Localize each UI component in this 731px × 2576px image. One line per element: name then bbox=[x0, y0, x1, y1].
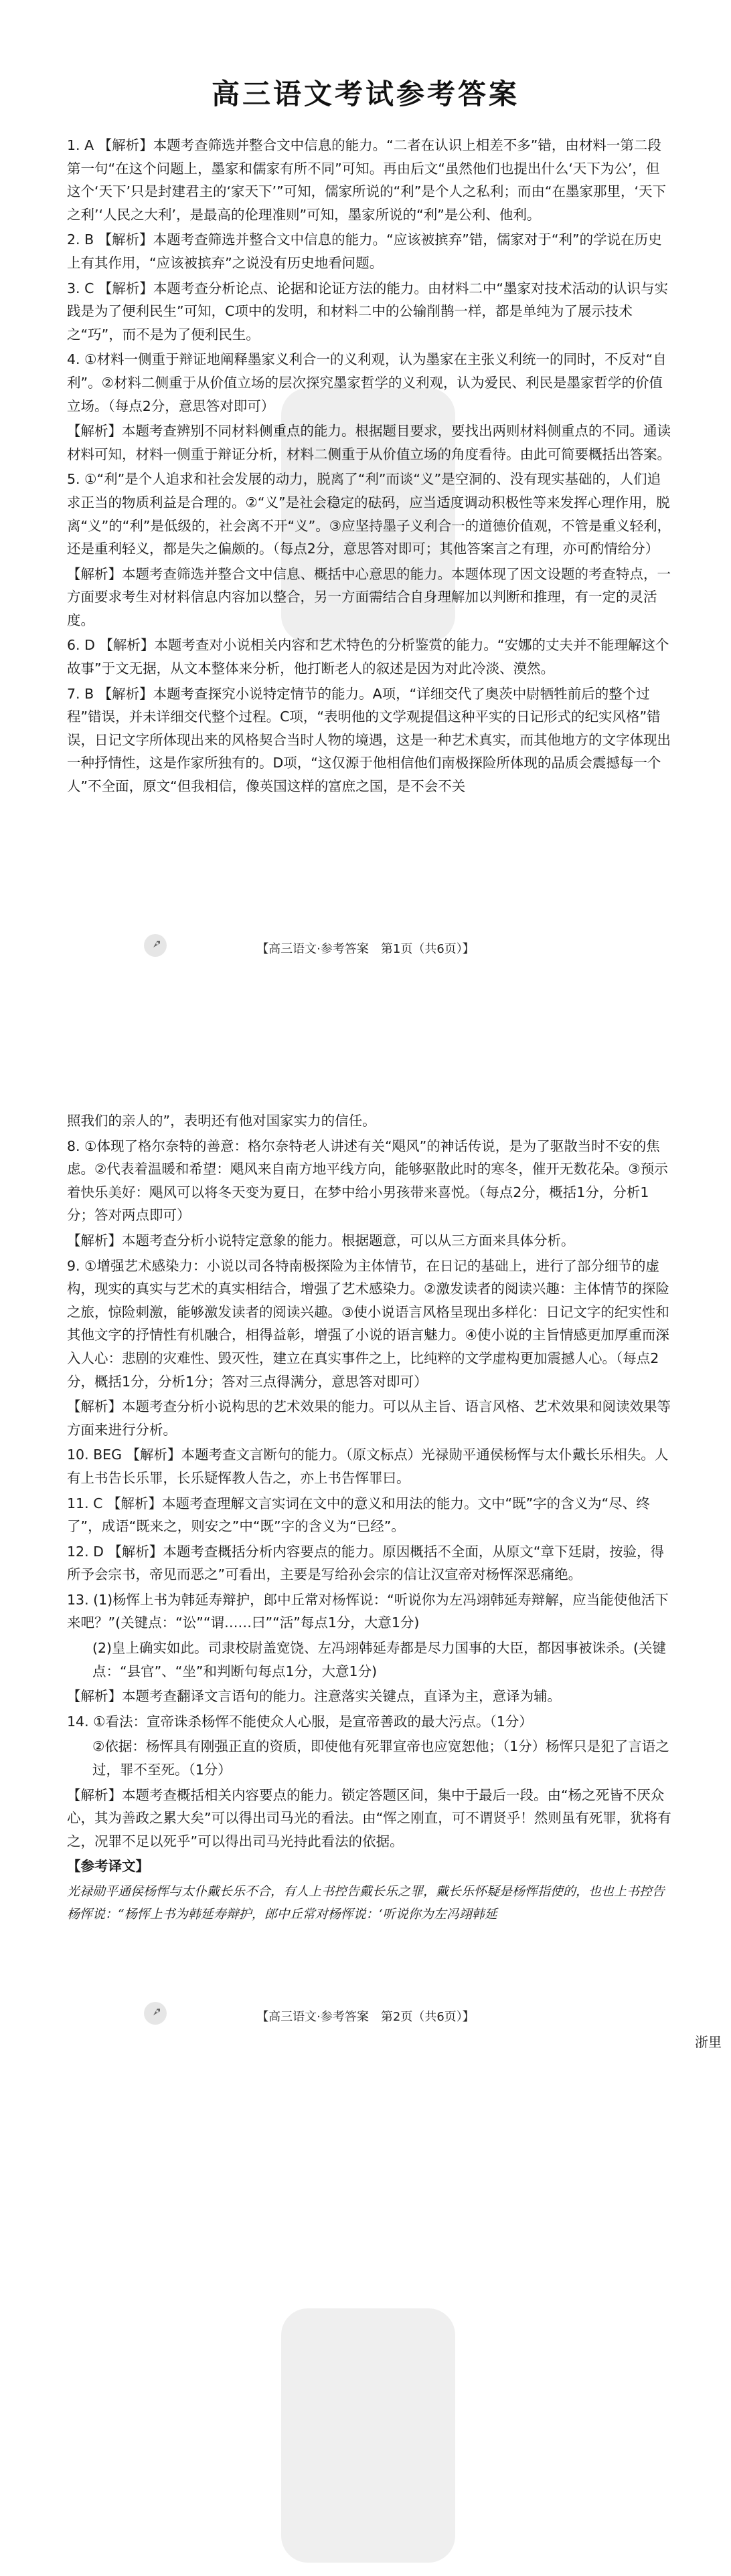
answer-5: 5. ①“利”是个人追求和社会发展的动力，脱离了“利”而谈“义”是空洞的、没有现实基础的，人们追求正当的物质利益是合理的。②“义”是社会稳定的砝码，应当适度调动积极性等来发挥心理作用，脱离“义”的“利”是低级的，社会离不开“义”。③应坚持墨子义利合一的道德价值观，不管是重义轻利，还是重利轻义，都是失之偏颇的。（每点2分，意思答对即可；其他答案言之有理，亦可酌情给分） bbox=[67, 471, 671, 557]
answer-11: 11. C 【解析】本题考查理解文言实词在文中的意义和用法的能力。文中“既”字的含义为“尽、终了”，成语“既来之，则安之”中“既”字的含义为“已经”。 bbox=[67, 1495, 650, 1535]
answer-1: 1. A 【解析】本题考查筛选并整合文中信息的能力。“二者在认识上相差不多”错，由材料一第二段第一句“在这个问题上，墨家和儒家有所不同”可知。再由后文“虽然他们也提出什么‘天下为公’，但这个‘天下’只是封建君主的‘家天下’”可知，儒家所说的“利”是个人之私利；而由“在墨家那里，‘天下之利’‘人民之大利’，是最高的伦理准则”可知，墨家所说的“利”是公利、他利。 bbox=[67, 137, 667, 223]
answer-8-analysis: 【解析】本题考查分析小说特定意象的能力。根据题意，可以从三方面来具体分析。 bbox=[67, 1232, 575, 1249]
page1-content bbox=[67, 134, 673, 800]
answer-5-analysis: 【解析】本题考查筛选并整合文中信息、概括中心意思的能力。本题体现了因文设题的考查特点，一方面要求考生对材料信息内容加以整合，另一方面需结合自身理解加以判断和推理，有一定的灵活度。 bbox=[67, 565, 671, 628]
page-footer-2: 【高三语文·参考答案 第2页（共6页）】 bbox=[256, 2010, 475, 2024]
answer-2: 2. B 【解析】本题考查筛选并整合文中信息的能力。“应该被摈弃”错，儒家对于“利”的学说在历史上有其作用，“应该被摈弃”之说没有历史地看问题。 bbox=[67, 232, 662, 271]
reference-translation: 光禄勋平通侯杨恽与太仆戴长乐不合，有人上书控告戴长乐之罪，戴长乐怀疑是杨恽指使的，也也上书控告杨恽说：“杨恽上书为韩延寿辩护，郎中丘常对杨恽说：‘听说你为左冯翊韩延 bbox=[67, 1884, 665, 1922]
answer-9: 9. ①增强艺术感染力：小说以司各特南极探险为主体情节，在日记的基础上，进行了部分细节的虚构，现实的真实与艺术的真实相结合，增强了艺术感染力。②激发读者的阅读兴趣：主体情节的探险之旅，惊险刺激，能够激发读者的阅读兴趣。③使小说语言风格呈现出多样化：日记文字的纪实性和其他文字的抒情性有机融合，相得益彰，增强了小说的语言魅力。④使小说的主旨情感更加厚重而深入人心：悲剧的灾难性、毁灭性，建立在真实事件之上，比纯粹的文学虚构更加震撼人心。（每点2分，概括1分，分析1分；答对三点得满分，意思答对即可） bbox=[67, 1257, 669, 1390]
answer-14-1: 14. ①看法：宣帝诛杀杨恽不能使众人心服，是宣帝善政的最大污点。（1分） bbox=[67, 1713, 533, 1730]
answer-14-2: ②依据：杨恽具有刚强正直的资质，即使他有死罪宣帝也应宽恕他；（1分）杨恽只是犯了言语之过，罪不至死。（1分） bbox=[92, 1738, 669, 1778]
answer-3: 3. C 【解析】本题考查分析论点、论据和论证方法的能力。由材料二中“墨家对技术活动的认识与实践是为了便利民生”可知，C项中的发明，和材料二中的公输削鹊一样，都是单纯为了展示技术之“巧”，而不是为了便利民生。 bbox=[67, 280, 669, 343]
answer-7: 7. B 【解析】本题考查探究小说特定情节的能力。A项，“详细交代了奥茨中尉牺牲前后的整个过程”错误，并未详细交代整个过程。C项，“表明他的文学观提倡这种平实的日记形式的纪实风格”错误，日记文字所体现出来的风格契合当时人物的境遇，这是一种艺术真实，而其他地方的文字体现出一种抒情性，这是作家所独有的。D项，“这仅源于他相信他们南极探险所体现的品质会震撼每一个人”不全面，原文“但我相信，像英国这样的富庶之国，是不会不关 bbox=[67, 685, 671, 795]
answer-8: 8. ①体现了格尔奈特的善意：格尔奈特老人讲述有关“飓风”的神话传说，是为了驱散当时不安的焦虑。②代表着温暖和希望：飓风来自南方地平线方向，能够驱散此时的寒冬，催开无数花朵。③预示着快乐美好：飓风可以将冬天变为夏日，在梦中给小男孩带来喜悦。（每点2分，概括1分，分析1分；答对两点即可） bbox=[67, 1137, 668, 1224]
answer-4-analysis: 【解析】本题考查辨别不同材料侧重点的能力。根据题目要求，要找出两则材料侧重点的不同。通读材料可知，材料一侧重于辩证分析，材料二侧重于从价值立场的角度看待。由此可简要概括出答案。 bbox=[67, 423, 671, 462]
answer-12: 12. D 【解析】本题考查概括分析内容要点的能力。原因概括不全面，从原文“章下廷尉，按验，得所予会宗书，帝见而恶之”可看出，主要是写给孙会宗的信让汉宣帝对杨恽深恶痛绝。 bbox=[67, 1543, 665, 1583]
answer-10: 10. BEG 【解析】本题考查文言断句的能力。（原文标点）光禄勋平通侯杨恽与太仆戴长乐相失。人有上书告长乐罪，长乐疑恽教人告之，亦上书告恽罪曰。 bbox=[67, 1447, 669, 1486]
answer-13-1: 13. (1)杨恽上书为韩延寿辩护，郎中丘常对杨恽说：“听说你为左冯翊韩延寿辩解，应当能使他活下来吧？”(关键点：“讼”“谓……曰”“活”每点1分，大意1分) bbox=[67, 1591, 669, 1631]
answer-13-analysis: 【解析】本题考查翻译文言语句的能力。注意落实关键点，直译为主，意译为辅。 bbox=[67, 1688, 561, 1705]
watermark-logo-icon bbox=[254, 2295, 482, 2576]
page-footer-1: 【高三语文·参考答案 第1页（共6页）】 bbox=[256, 942, 475, 956]
answer-6: 6. D 【解析】本题考查对小说相关内容和艺术特色的分析鉴赏的能力。“安娜的丈夫并不能理解这个故事”于文无据，从文本整体来分析，他打断老人的叙述是因为对此冷淡、漠然。 bbox=[67, 637, 669, 677]
region-label: 浙里 bbox=[695, 2034, 722, 2050]
page-title: 高三语文考试参考答案 bbox=[211, 78, 519, 110]
page2-content bbox=[67, 1109, 673, 1928]
answer-7-continued: 照我们的亲人的”，表明还有他对国家实力的信任。 bbox=[67, 1113, 376, 1129]
reference-translation-title: 【参考译文】 bbox=[67, 1858, 149, 1875]
answer-13-2: (2)皇上确实如此。司隶校尉盖宽饶、左冯翊韩延寿都是尽力国事的大臣，都因事被诛杀。(关键点：“县官”、“坐”和判断句每点1分，大意1分) bbox=[92, 1640, 667, 1679]
answer-9-analysis: 【解析】本题考查分析小说构思的艺术效果的能力。可以从主旨、语言风格、艺术效果和阅读效果等方面来进行分析。 bbox=[67, 1398, 671, 1438]
answer-4: 4. ①材料一侧重于辩证地阐释墨家义利合一的义利观，认为墨家在主张义利统一的同时，不反对“自利”。②材料二侧重于从价值立场的层次探究墨家哲学的义利观，认为爱民、利民是墨家哲学的价值立场。（每点2分，意思答对即可） bbox=[67, 351, 667, 414]
answer-page-1 bbox=[0, 0, 731, 990]
answer-14-analysis: 【解析】本题考查概括相关内容要点的能力。锁定答题区间，集中于最后一段。由“杨之死皆不厌众心，其为善政之累大矣”可以得出司马光的看法。由“恽之刚直，可不谓贤乎！然则虽有死罪，犹将有之，况罪不足以死乎”可以得出司马光持此看法的依据。 bbox=[67, 1786, 671, 1849]
